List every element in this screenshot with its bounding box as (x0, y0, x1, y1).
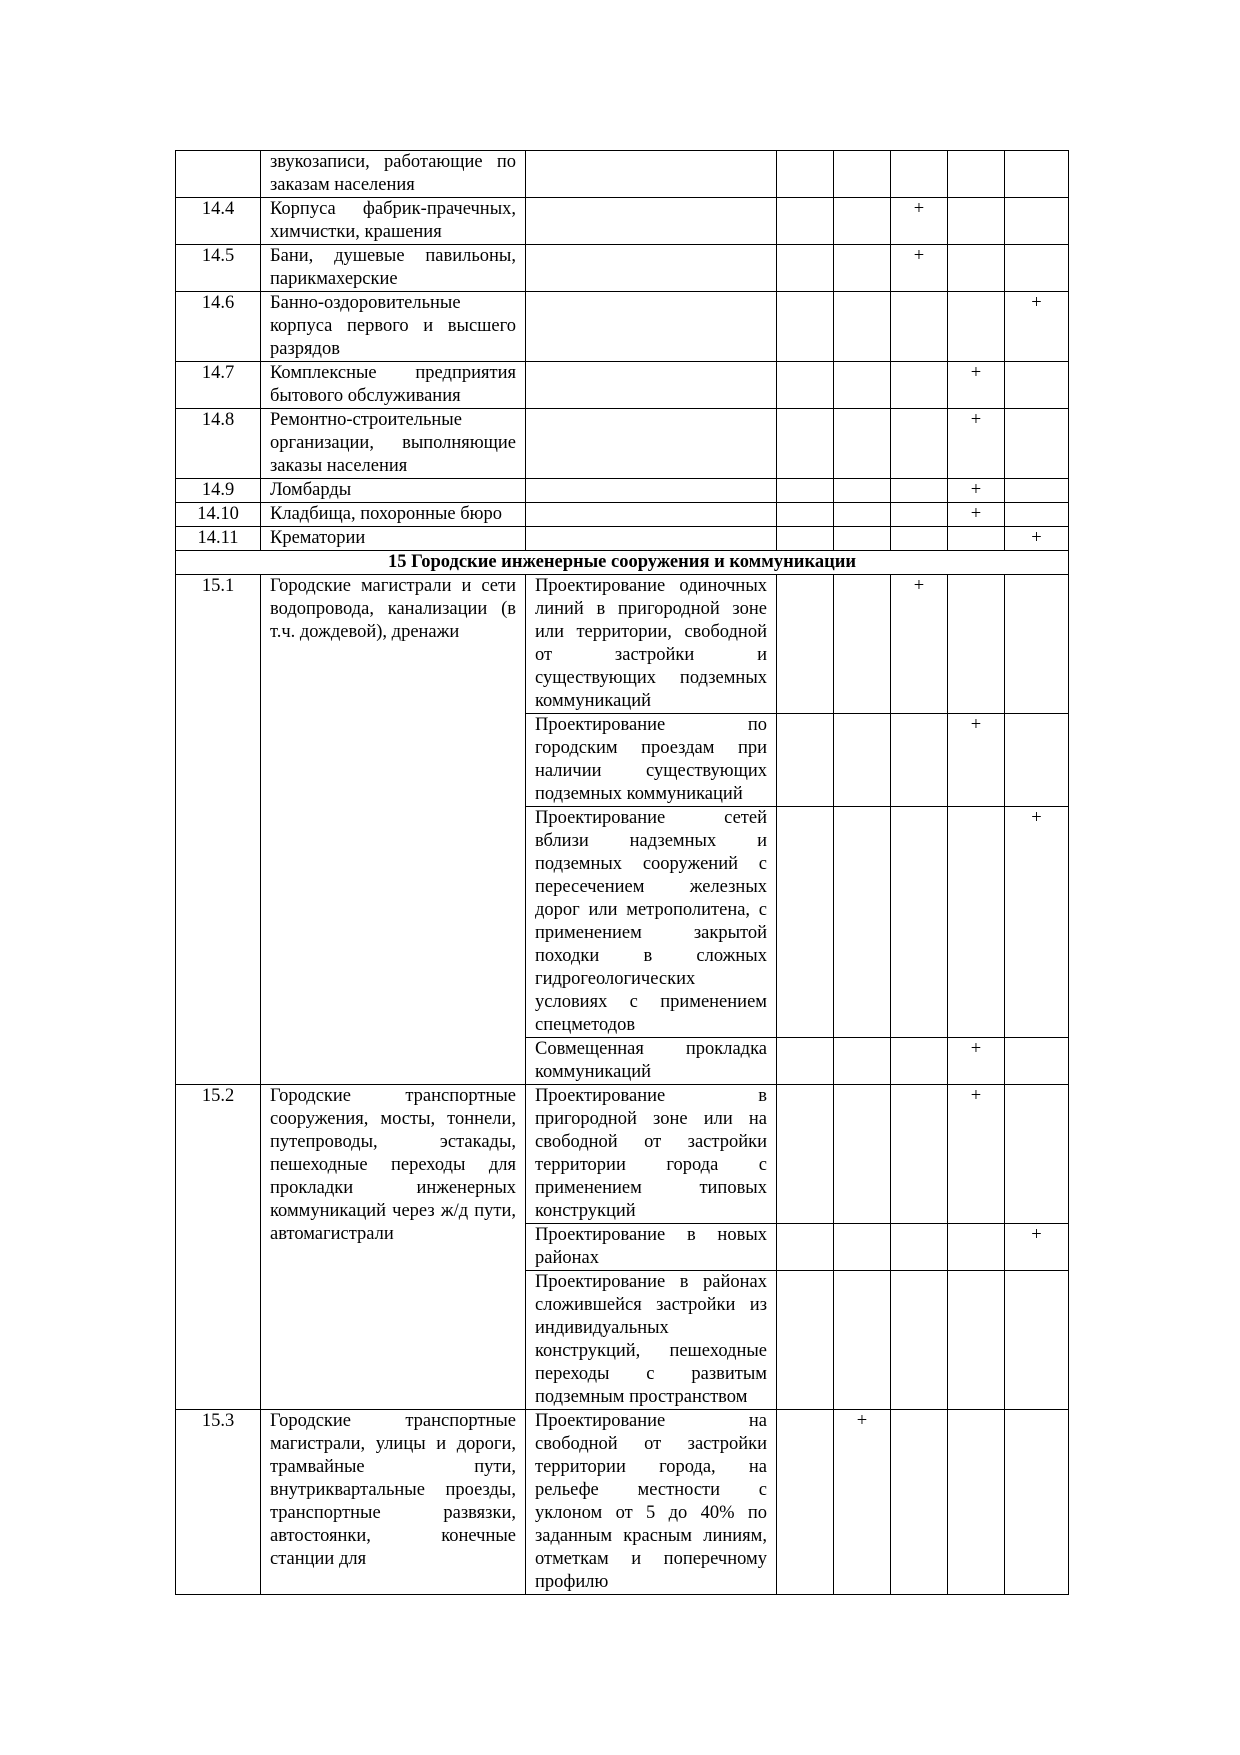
empty-cell (1005, 409, 1069, 479)
empty-cell (777, 1085, 834, 1224)
empty-cell (891, 714, 948, 807)
empty-cell (891, 362, 948, 409)
empty-cell (1005, 1410, 1069, 1595)
empty-cell (777, 527, 834, 551)
section-header-row (176, 551, 1069, 575)
item-number: 15.2 (176, 1085, 261, 1410)
empty-cell (891, 1271, 948, 1410)
empty-cell (777, 1224, 834, 1271)
condition-cell (526, 409, 777, 479)
empty-cell (1005, 714, 1069, 807)
empty-cell (948, 575, 1005, 714)
empty-cell (777, 151, 834, 198)
empty-cell (777, 1038, 834, 1085)
empty-cell (834, 1271, 891, 1410)
item-name: Крематории (261, 527, 526, 551)
plus-mark: + (1005, 1224, 1069, 1271)
item-number: 14.10 (176, 503, 261, 527)
empty-cell (891, 1038, 948, 1085)
condition-cell (526, 151, 777, 198)
table-row (176, 245, 1069, 292)
plus-mark: + (1005, 292, 1069, 362)
section-title: 15 Городские инженерные сооружения и коммуникации (176, 551, 1069, 575)
table-row (176, 575, 1069, 714)
empty-cell (834, 807, 891, 1038)
item-name: звукозаписи, работающие по заказам населения (261, 151, 526, 198)
empty-cell (777, 409, 834, 479)
empty-cell (834, 1085, 891, 1224)
item-number: 14.5 (176, 245, 261, 292)
item-name: Городские транспортные сооружения, мосты, тоннели, путепроводы, эстакады, пешеходные переходы для прокладки инженерных коммуникаций через ж/д пути, автомагистрали (261, 1085, 526, 1410)
empty-cell (777, 292, 834, 362)
item-number: 14.4 (176, 198, 261, 245)
plus-mark: + (948, 362, 1005, 409)
item-number: 14.9 (176, 479, 261, 503)
empty-cell (891, 1410, 948, 1595)
table-row (176, 362, 1069, 409)
empty-cell (777, 198, 834, 245)
item-name: Банно-оздоровительные корпуса первого и высшего разрядов (261, 292, 526, 362)
empty-cell (891, 292, 948, 362)
plus-mark: + (1005, 807, 1069, 1038)
table-row (176, 479, 1069, 503)
empty-cell (834, 714, 891, 807)
empty-cell (834, 503, 891, 527)
empty-cell (948, 1271, 1005, 1410)
item-number: 14.6 (176, 292, 261, 362)
item-name: Кладбища, похоронные бюро (261, 503, 526, 527)
empty-cell (891, 479, 948, 503)
plus-mark: + (948, 409, 1005, 479)
empty-cell (891, 409, 948, 479)
item-name: Бани, душевые павильоны, парикмахерские (261, 245, 526, 292)
plus-mark: + (948, 714, 1005, 807)
empty-cell (948, 1224, 1005, 1271)
empty-cell (777, 362, 834, 409)
condition-cell (526, 503, 777, 527)
empty-cell (777, 807, 834, 1038)
empty-cell (891, 527, 948, 551)
empty-cell (834, 1038, 891, 1085)
plus-mark: + (1005, 527, 1069, 551)
empty-cell (1005, 1038, 1069, 1085)
condition-cell: Проектирование сетей вблизи надземных и подземных сооружений с пересечением железных дорог или метрополитена, с применением закрытой походки в сложных гидрогеологических условиях с применением спецметодов (526, 807, 777, 1038)
empty-cell (777, 575, 834, 714)
empty-cell (1005, 362, 1069, 409)
item-name: Ломбарды (261, 479, 526, 503)
empty-cell (834, 362, 891, 409)
condition-cell: Проектирование в пригородной зоне или на свободной от застройки территории города с применением типовых конструкций (526, 1085, 777, 1224)
item-number (176, 151, 261, 198)
empty-cell (948, 245, 1005, 292)
empty-cell (1005, 479, 1069, 503)
item-name: Комплексные предприятия бытового обслуживания (261, 362, 526, 409)
empty-cell (1005, 198, 1069, 245)
empty-cell (1005, 503, 1069, 527)
empty-cell (891, 807, 948, 1038)
condition-cell: Проектирование по городским проездам при наличии существующих подземных коммуникаций (526, 714, 777, 807)
table-row (176, 1410, 1069, 1595)
plus-mark: + (948, 1085, 1005, 1224)
empty-cell (777, 1271, 834, 1410)
item-name: Ремонтно-строительные организации, выполняющие заказы населения (261, 409, 526, 479)
item-number: 15.3 (176, 1410, 261, 1595)
empty-cell (948, 1410, 1005, 1595)
plus-mark: + (948, 1038, 1005, 1085)
empty-cell (777, 479, 834, 503)
empty-cell (891, 1085, 948, 1224)
item-name: Корпуса фабрик-прачечных, химчистки, крашения (261, 198, 526, 245)
empty-cell (1005, 575, 1069, 714)
table-row (176, 198, 1069, 245)
item-name: Городские транспортные магистрали, улицы и дороги, трамвайные пути, внутриквартальные проезды, транспортные развязки, автостоянки, конечные станции для (261, 1410, 526, 1595)
empty-cell (948, 151, 1005, 198)
empty-cell (1005, 151, 1069, 198)
empty-cell (834, 198, 891, 245)
empty-cell (891, 151, 948, 198)
table-row (176, 151, 1069, 198)
empty-cell (1005, 1085, 1069, 1224)
condition-cell (526, 362, 777, 409)
plus-mark: + (891, 245, 948, 292)
empty-cell (834, 527, 891, 551)
table-row (176, 409, 1069, 479)
empty-cell (777, 245, 834, 292)
empty-cell (1005, 1271, 1069, 1410)
empty-cell (834, 292, 891, 362)
plus-mark: + (948, 479, 1005, 503)
empty-cell (948, 527, 1005, 551)
table-row (176, 292, 1069, 362)
condition-cell: Совмещенная прокладка коммуникаций (526, 1038, 777, 1085)
condition-cell: Проектирование в районах сложившейся застройки из индивидуальных конструкций, пешеходные переходы с развитым подземным пространством (526, 1271, 777, 1410)
empty-cell (948, 292, 1005, 362)
condition-cell: Проектирование одиночных линий в пригородной зоне или территории, свободной от застройки и существующих подземных коммуникаций (526, 575, 777, 714)
item-number: 15.1 (176, 575, 261, 1085)
empty-cell (891, 1224, 948, 1271)
empty-cell (834, 575, 891, 714)
condition-cell (526, 527, 777, 551)
empty-cell (834, 1224, 891, 1271)
empty-cell (948, 198, 1005, 245)
plus-mark: + (948, 503, 1005, 527)
empty-cell (777, 1410, 834, 1595)
empty-cell (834, 409, 891, 479)
condition-cell: Проектирование на свободной от застройки территории города, на рельефе местности с уклоном от 5 до 40% по заданным красным линиям, отметкам и поперечному профилю (526, 1410, 777, 1595)
empty-cell (1005, 245, 1069, 292)
item-number: 14.8 (176, 409, 261, 479)
condition-cell (526, 198, 777, 245)
plus-mark: + (891, 198, 948, 245)
plus-mark: + (891, 575, 948, 714)
empty-cell (948, 807, 1005, 1038)
table-row (176, 1085, 1069, 1224)
empty-cell (777, 714, 834, 807)
table-row (176, 503, 1069, 527)
empty-cell (891, 503, 948, 527)
table-row (176, 527, 1069, 551)
condition-cell (526, 479, 777, 503)
requirements-table (175, 150, 1069, 1595)
condition-cell: Проектирование в новых районах (526, 1224, 777, 1271)
empty-cell (834, 479, 891, 503)
empty-cell (834, 151, 891, 198)
empty-cell (777, 503, 834, 527)
empty-cell (834, 245, 891, 292)
plus-mark: + (834, 1410, 891, 1595)
condition-cell (526, 245, 777, 292)
item-number: 14.7 (176, 362, 261, 409)
item-number: 14.11 (176, 527, 261, 551)
condition-cell (526, 292, 777, 362)
item-name: Городские магистрали и сети водопровода, канализации (в т.ч. дождевой), дренажи (261, 575, 526, 1085)
